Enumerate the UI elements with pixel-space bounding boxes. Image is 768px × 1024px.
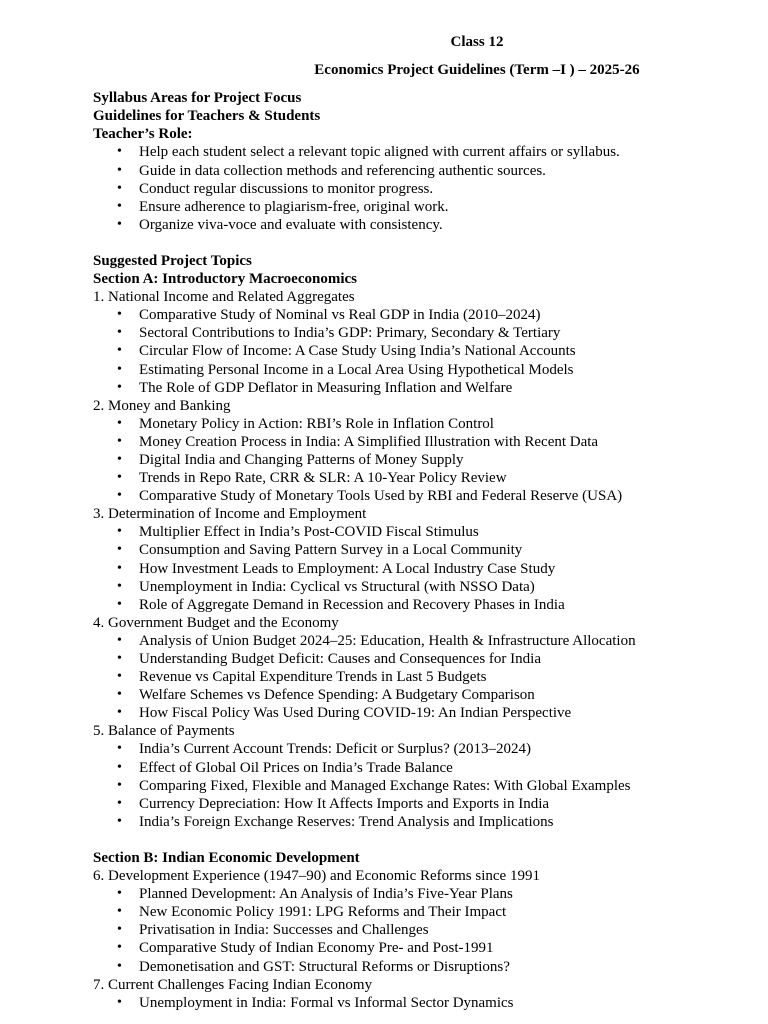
list-item: • Money Creation Process in India: A Simplified Illustration with Recent Data <box>139 433 768 451</box>
teacher-role-heading: Teacher’s Role: <box>93 126 193 143</box>
topic-group-heading: 2. Money and Banking <box>93 397 231 414</box>
section-a-title: Section A: Introductory Macroeconomics <box>93 271 357 288</box>
list-item: • The Role of GDP Deflator in Measuring Inflation and Welfare <box>139 379 768 397</box>
list-item: • Unemployment in India: Cyclical vs Structural (with NSSO Data) <box>139 578 768 596</box>
list-item: • Organize viva-voce and evaluate with consistency. <box>139 216 768 234</box>
list-item: • New Economic Policy 1991: LPG Reforms and Their Impact <box>139 903 768 921</box>
list-item: • Help each student select a relevant topic aligned with current affairs or syllabus. <box>139 143 768 161</box>
list-item: • Analysis of Union Budget 2024–25: Education, Health & Infrastructure Allocation <box>139 632 768 650</box>
topic-list <box>93 994 768 1012</box>
list-item: • Privatisation in India: Successes and Challenges <box>139 921 768 939</box>
list-item: • Understanding Budget Deficit: Causes and Consequences for India <box>139 650 768 668</box>
list-item: • How Investment Leads to Employment: A Local Industry Case Study <box>139 560 768 578</box>
syllabus-heading: Syllabus Areas for Project Focus <box>93 90 302 107</box>
list-item: • Planned Development: An Analysis of India’s Five-Year Plans <box>139 885 768 903</box>
spacer <box>93 234 768 252</box>
list-item: • Comparing Fixed, Flexible and Managed Exchange Rates: With Global Examples <box>139 777 768 795</box>
list-item: • Consumption and Saving Pattern Survey in a Local Community <box>139 541 768 559</box>
list-item: • India’s Foreign Exchange Reserves: Trend Analysis and Implications <box>139 813 768 831</box>
list-item: • Currency Depreciation: How It Affects Imports and Exports in India <box>139 795 768 813</box>
topic-group-heading: 1. National Income and Related Aggregates <box>93 289 355 306</box>
topic-list <box>93 523 768 613</box>
list-item: • Comparative Study of Nominal vs Real GDP in India (2010–2024) <box>139 306 768 324</box>
list-item: • Unemployment in India: Formal vs Informal Sector Dynamics <box>139 994 768 1012</box>
topics-heading: Suggested Project Topics <box>93 252 252 269</box>
topic-list <box>93 885 768 975</box>
list-item: • Sectoral Contributions to India’s GDP: Primary, Secondary & Tertiary <box>139 324 768 342</box>
list-item: • Demonetisation and GST: Structural Reforms or Disruptions? <box>139 958 768 976</box>
list-item: • How Fiscal Policy Was Used During COVID-19: An Indian Perspective <box>139 704 768 722</box>
list-item: • Welfare Schemes vs Defence Spending: A Budgetary Comparison <box>139 686 768 704</box>
guidelines-heading: Guidelines for Teachers & Students <box>93 108 321 125</box>
list-item: • Multiplier Effect in India’s Post-COVID Fiscal Stimulus <box>139 523 768 541</box>
teacher-role-list <box>93 143 768 233</box>
list-item: • Conduct regular discussions to monitor progress. <box>139 180 768 198</box>
topic-list <box>93 740 768 830</box>
section-b-groups <box>93 867 768 1012</box>
list-item: • Revenue vs Capital Expenditure Trends in Last 5 Budgets <box>139 668 768 686</box>
list-item: • Ensure adherence to plagiarism-free, original work. <box>139 198 768 216</box>
topic-list <box>93 632 768 722</box>
topic-group-heading: 7. Current Challenges Facing Indian Economy <box>93 976 373 993</box>
document-title: Economics Project Guidelines (Term –I ) – 2025-26 <box>314 62 640 79</box>
spacer <box>93 831 768 849</box>
list-item: • Effect of Global Oil Prices on India’s Trade Balance <box>139 759 768 777</box>
list-item: • India’s Current Account Trends: Deficit or Surplus? (2013–2024) <box>139 740 768 758</box>
section-a-groups <box>93 288 768 831</box>
topic-group-heading: 5. Balance of Payments <box>93 723 235 740</box>
list-item: • Comparative Study of Indian Economy Pre- and Post-1991 <box>139 939 768 957</box>
topic-list <box>93 306 768 396</box>
topic-group-heading: 6. Development Experience (1947–90) and Economic Reforms since 1991 <box>93 868 540 885</box>
list-item: • Comparative Study of Monetary Tools Used by RBI and Federal Reserve (USA) <box>139 487 768 505</box>
list-item: • Estimating Personal Income in a Local Area Using Hypothetical Models <box>139 361 768 379</box>
class-line: Class 12 <box>450 34 504 50</box>
list-item: • Role of Aggregate Demand in Recession and Recovery Phases in India <box>139 596 768 614</box>
section-b-title: Section B: Indian Economic Development <box>93 849 360 866</box>
list-item: • Monetary Policy in Action: RBI’s Role in Inflation Control <box>139 415 768 433</box>
list-item: • Circular Flow of Income: A Case Study Using India’s National Accounts <box>139 342 768 360</box>
list-item: • Trends in Repo Rate, CRR & SLR: A 10-Year Policy Review <box>139 469 768 487</box>
list-item: • Digital India and Changing Patterns of Money Supply <box>139 451 768 469</box>
topic-list <box>93 415 768 505</box>
topic-group-heading: 4. Government Budget and the Economy <box>93 614 339 631</box>
topic-group-heading: 3. Determination of Income and Employment <box>93 506 367 523</box>
list-item: • Guide in data collection methods and referencing authentic sources. <box>139 162 768 180</box>
